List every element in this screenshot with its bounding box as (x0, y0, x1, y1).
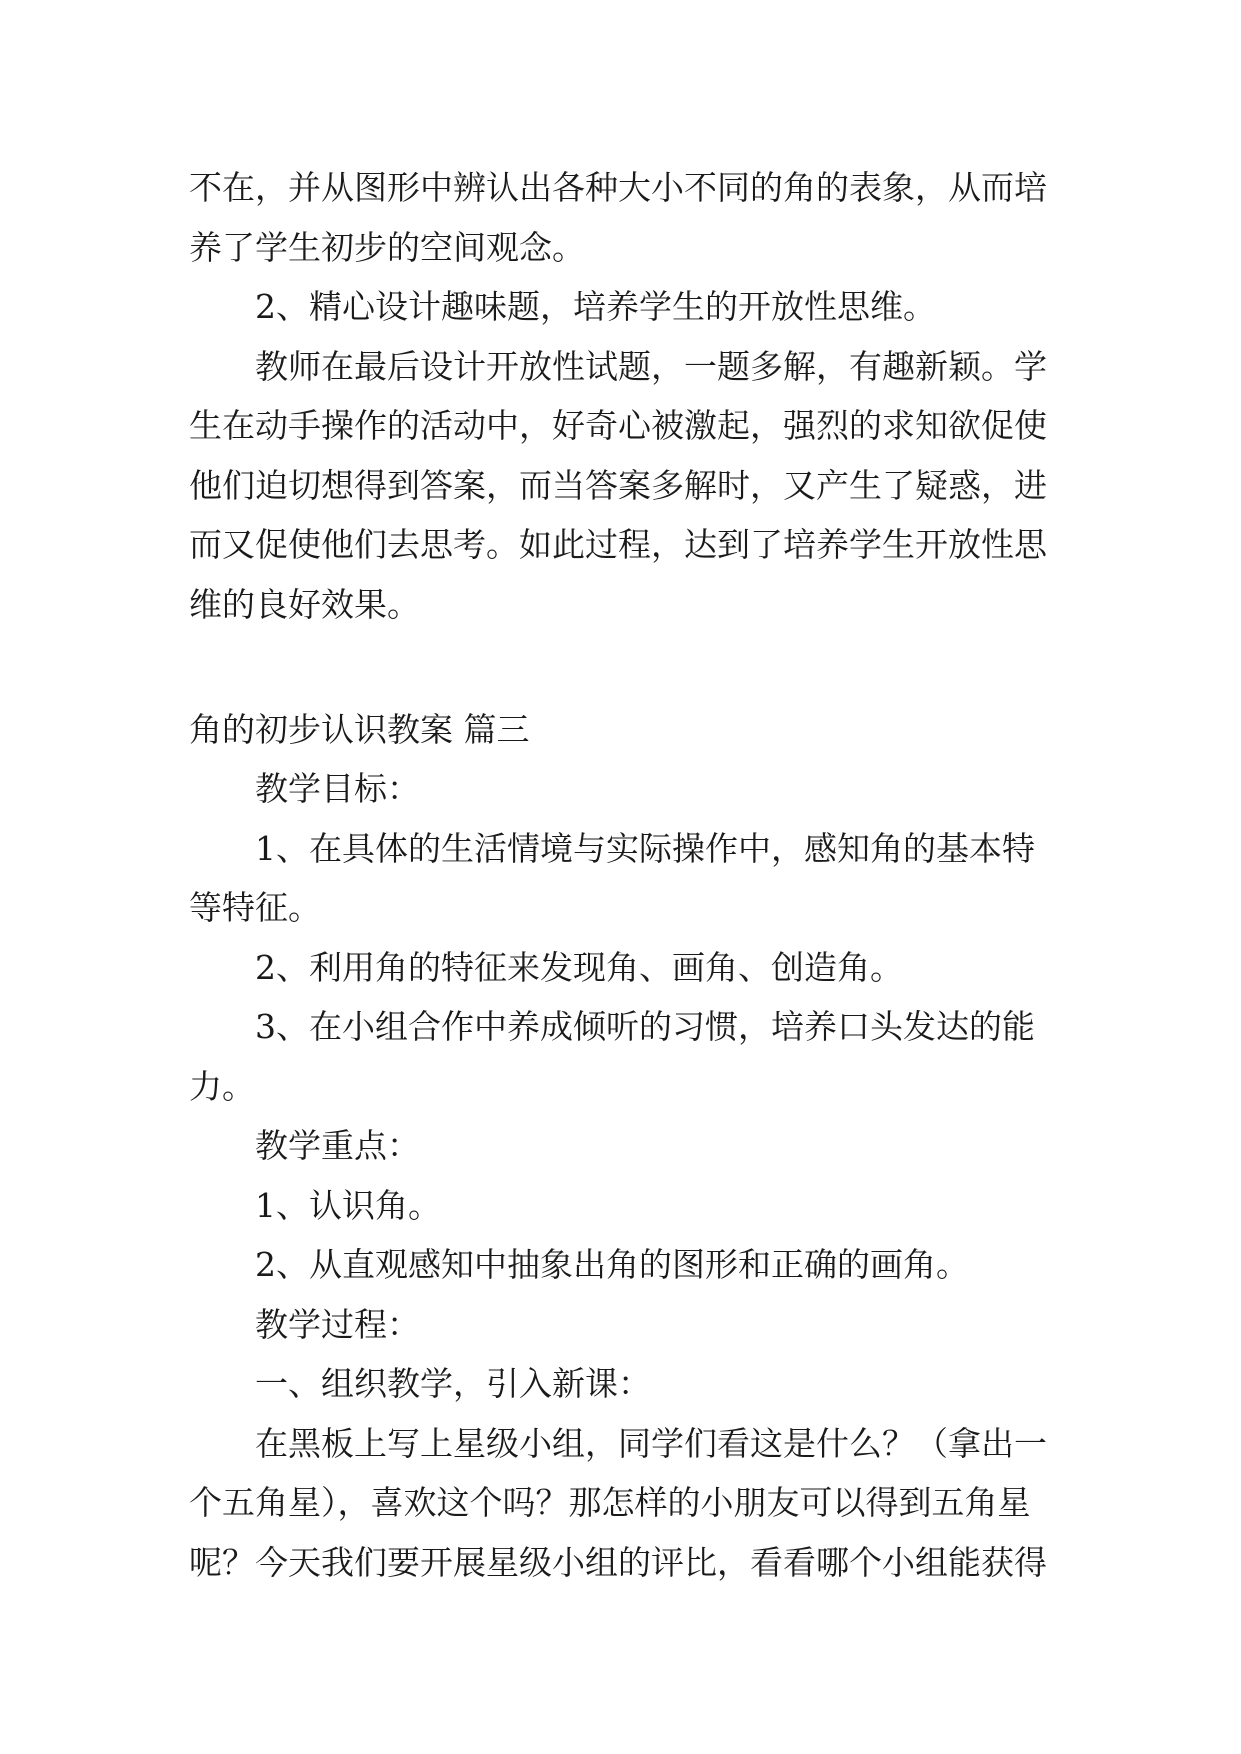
paragraph-line: 生在动手操作的活动中，好奇心被激起，强烈的求知欲促使 (189, 406, 1047, 445)
goal-item: 3、在小组合作中养成倾听的习惯，培养口头发达的能 (255, 1007, 1035, 1046)
key-point-item: 1、认识角。 (255, 1185, 441, 1225)
key-points-label: 教学重点： (255, 1126, 420, 1165)
paragraph-line: 教师在最后设计开放性试题，一题多解，有趣新颖。学 (255, 346, 1047, 386)
goal-item: 2、利用角的特征来发现角、画角、创造角。 (255, 947, 903, 987)
paragraph-line: 他们迫切想得到答案，而当答案多解时，又产生了疑惑，进 (189, 465, 1047, 505)
section-spacer (189, 634, 1061, 694)
process-step-heading: 一、组织教学，引入新课： (255, 1364, 651, 1403)
paragraph-line: 而又促使他们去思考。如此过程，达到了培养学生开放性思 (189, 525, 1047, 564)
paragraph-line: 维的良好效果。 (189, 584, 420, 624)
paragraph-line: 呢？今天我们要开展星级小组的评比，看看哪个小组能获得 (189, 1542, 1047, 1582)
goals-label: 教学目标： (255, 769, 420, 808)
paragraph-line: 养了学生初步的空间观念。 (189, 227, 585, 267)
process-label: 教学过程： (255, 1304, 420, 1344)
section-title: 角的初步认识教案 篇三 (189, 709, 530, 749)
goal-item: 1、在具体的生活情境与实际操作中，感知角的基本特 (255, 828, 1035, 868)
paragraph-line: 个五角星），喜欢这个吗？那怎样的小朋友可以得到五角星 (189, 1483, 1031, 1522)
goal-item-continued: 等特征。 (189, 888, 321, 927)
paragraph-line: 在黑板上写上星级小组，同学们看这是什么？（拿出一 (255, 1423, 1047, 1463)
paragraph-line: 不在，并从图形中辨认出各种大小不同的角的表象，从而培 (189, 168, 1047, 207)
point-heading: 2、精心设计趣味题，培养学生的开放性思维。 (255, 287, 936, 326)
goal-item-continued: 力。 (189, 1066, 255, 1106)
document-body (189, 158, 1061, 1592)
key-point-item: 2、从直观感知中抽象出角的图形和正确的画角。 (255, 1245, 969, 1284)
